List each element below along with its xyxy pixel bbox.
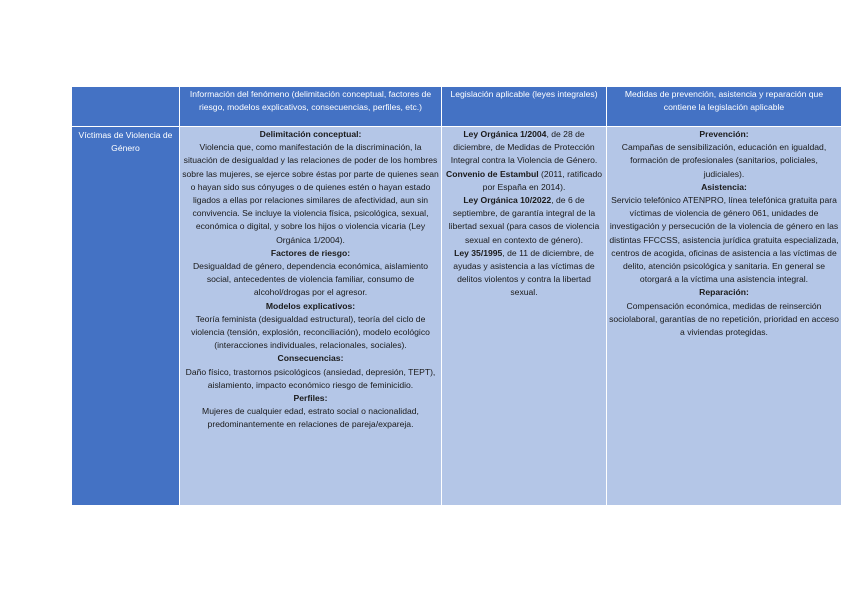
medidas-cell [607,127,842,506]
law-detail: , de 6 de septiembre, de garantía integral de la libertad sexual (para casos de violencia sexual en contexto de género). [448,195,600,245]
perfiles-text: Mujeres de cualquier edad, estrato social o nacionalidad, predominantemente en relaciones de pareja/expareja. [202,406,419,430]
modelos-text: Teoría feminista (desigualdad estructural), teoría del ciclo de violencia (tensión, explosión, reconciliación), modelo ecológico (interacciones individuales, relacionales, sociales). [191,313,430,351]
modelos-heading: Modelos explicativos: [265,300,356,311]
asistencia-heading: Asistencia: [701,181,747,192]
summary-table [71,86,842,506]
delimitacion-heading: Delimitación conceptual: [259,129,362,139]
law-detail: , de 11 de diciembre, de ayudas y asistencia a las víctimas de delitos violentos y contra la libertad sexual. [453,247,595,298]
header-cell-medidas: Medidas de prevención, asistencia y reparación que contiene la legislación aplicable [607,87,842,127]
law-item [444,168,604,194]
reparacion-heading: Reparación: [699,287,749,298]
header-cell-empty [72,87,180,127]
law-name: Convenio de Estambul [445,168,539,179]
asistencia-text: Servicio telefónico ATENPRO, línea telefónica gratuita para víctimas de violencia de género 061, unidades de investigación y persecución de la violencia de género en las distintas FFCCSS, asistencia jurídica gratuita especializada, centros de acogida, oficinas de asistencia a las víctimas de delito, atención psicológica y sanitaria. En general se otorgará a la víctima una asistencia integral. [609,195,839,285]
consecuencias-text: Daño físico, trastornos psicológicos (ansiedad, depresión, TEPT), aislamiento, impacto económico riesgo de feminicidio. [185,366,436,390]
table-row [72,127,842,506]
factores-heading: Factores de riesgo: [270,247,351,258]
law-detail: (2011, ratificado por España en 2014). [482,168,602,192]
law-detail: , de 28 de diciembre, de Medidas de Protección Integral contra la Violencia de Género. [450,129,598,166]
header-cell-legislacion: Legislación aplicable (leyes integrales) [442,87,607,127]
prevencion-heading: Prevención: [699,129,749,139]
law-item [444,128,604,168]
delimitacion-text: Violencia que, como manifestación de la discriminación, la situación de desigualdad y las relaciones de poder de los hombres sobre las mujeres, se ejerce sobre éstas por parte de quienes sean o hayan sido sus cónyuges o de quienes estén o hayan estado ligados a ellas por relaciones similares de afectividad, aun sin convivencia. Se incluye la violencia física, psicológica, sexual, económica o digital, y sobre los hijos o violencia vicaria (Ley Orgánica 1/2004). [182,142,439,245]
row-label-cell: Víctimas de Violencia de Género [72,127,180,506]
reparacion-text: Compensación económica, medidas de reinserción sociolaboral, garantías de no repetición, prioridad en acceso a viviendas protegidas. [609,300,839,338]
law-name: Ley 35/1995 [454,247,503,258]
law-name: Ley Orgánica 1/2004 [463,129,547,139]
law-item [444,247,604,300]
header-row [72,87,842,127]
law-name: Ley Orgánica 10/2022 [463,195,552,206]
law-item [444,194,604,247]
consecuencias-heading: Consecuencias: [277,353,344,364]
legislacion-cell [442,127,607,506]
prevencion-text: Campañas de sensibilización, educación en igualdad, formación de profesionales (sanitarios, policiales, judiciales). [621,142,827,179]
header-cell-fenomeno: Información del fenómeno (delimitación conceptual, factores de riesgo, modelos explicativos, consecuencias, perfiles, etc.) [180,87,442,127]
perfiles-heading: Perfiles: [293,393,328,404]
factores-text: Desigualdad de género, dependencia económica, aislamiento social, antecedentes de violencia familiar, consumo de alcohol/drogas por el agresor. [192,261,429,298]
fenomeno-cell [180,127,442,506]
